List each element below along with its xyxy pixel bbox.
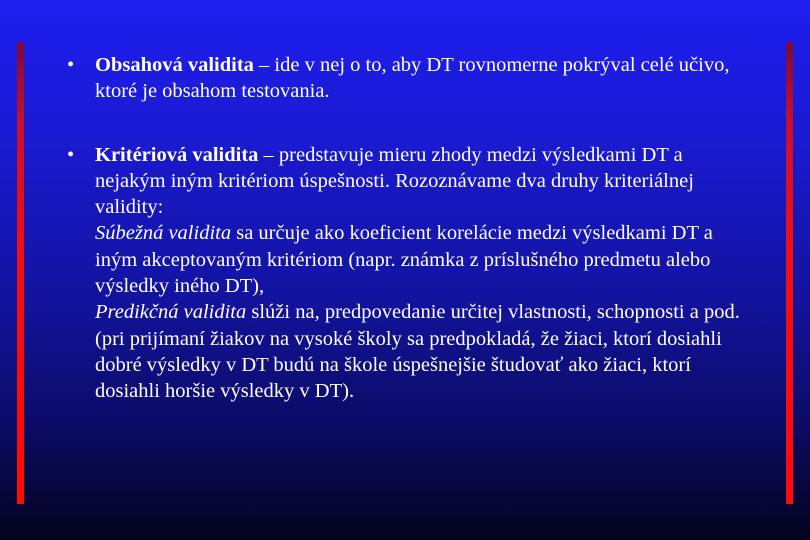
definition-criterion-validity: – predstavuje mieru zhody medzi výsledkami DT a nejakým iným kritériom úspešnosti. Rozoznávame dva druhy kriteriálnej validity: bbox=[95, 143, 694, 219]
paragraph-concurrent-validity bbox=[62, 220, 752, 299]
term-content-validity: Obsahová validita bbox=[95, 54, 254, 76]
bullet-icon: • bbox=[67, 143, 75, 166]
bullet-item-content-validity bbox=[62, 52, 752, 105]
bullet-icon: • bbox=[67, 54, 75, 76]
right-accent-bar bbox=[786, 42, 793, 504]
definition-content-validity: – ide v nej o to, aby DT rovnomerne pokrýval celé učivo, ktoré je obsahom testovania. bbox=[95, 54, 730, 103]
term-predictive-validity: Predikčná validita bbox=[95, 301, 247, 324]
term-concurrent-validity: Súbežná validita bbox=[95, 222, 232, 245]
term-criterion-validity: Kritériová validita bbox=[95, 143, 259, 166]
slide-content bbox=[62, 52, 752, 405]
definition-predictive-validity: slúži na, predpovedanie určitej vlastnosti, schopnosti a pod. (pri prijímaní žiakov na vysoké školy sa predpokladá, že žiaci, ktorí dosiahli dobré výsledky v DT budú na škole úspešnejšie študovať ako žiaci, ktorí dosiahli horšie výsledky v DT). bbox=[95, 301, 740, 403]
bullet-item-criterion-validity bbox=[62, 142, 752, 221]
paragraph-predictive-validity bbox=[62, 299, 752, 404]
left-accent-bar bbox=[17, 42, 24, 504]
definition-concurrent-validity: sa určuje ako koeficient korelácie medzi výsledkami DT a iným akceptovaným kritériom (napr. známka z príslušného predmetu alebo výsledky iného DT), bbox=[95, 222, 713, 298]
